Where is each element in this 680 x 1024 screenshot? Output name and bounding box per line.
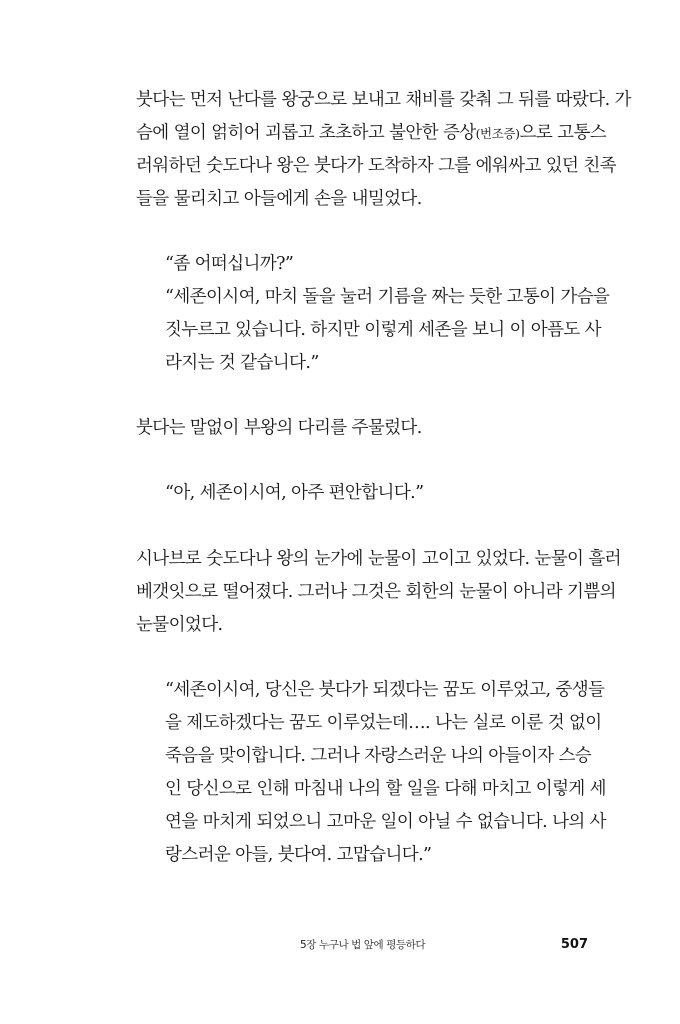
text-line: “아, 세존이시여, 아주 편안합니다.” xyxy=(165,483,424,503)
narrative-paragraph xyxy=(136,543,621,642)
dialogue-paragraph xyxy=(165,248,610,380)
narrative-paragraph xyxy=(136,412,592,445)
text-line: 랑스러운 아들, 붓다여. 고맙습니다.” xyxy=(165,845,432,865)
text-line: “좀 어떠십니까?” xyxy=(165,254,294,274)
text-line: 을 제도하겠다는 꿈도 이루었는데…. 나는 실로 이룬 것 없이 xyxy=(165,713,602,733)
text-line: 베갯잇으로 떨어졌다. 그러나 그것은 회한의 눈물이 아니라 기쁨의 xyxy=(136,582,616,602)
text-line xyxy=(136,117,607,150)
text-line: 붓다는 먼저 난다를 왕궁으로 보내고 채비를 갖춰 그 뒤를 따랐다. 가 xyxy=(136,90,631,110)
text-line: 눈물이었다. xyxy=(136,615,223,635)
dialogue-paragraph xyxy=(165,674,606,872)
page-number: 507 xyxy=(560,937,588,952)
text-line: “세존이시여, 당신은 붓다가 되겠다는 꿈도 이루었고, 중생들 xyxy=(165,680,605,700)
chapter-title: 5장 누구나 법 앞에 평등하다 xyxy=(300,939,426,951)
text-line: 들을 물리치고 아들에게 손을 내밀었다. xyxy=(136,189,422,209)
text-segment: 슴에 열이 얽히어 괴롭고 초초하고 불안한 증상 xyxy=(136,123,476,143)
text-line: 라지는 것 같습니다.” xyxy=(165,353,319,373)
text-line: “세존이시여, 마치 돌을 눌러 기름을 짜는 듯한 고통이 가슴을 xyxy=(165,287,610,307)
annotation-text: (번조증) xyxy=(475,126,520,141)
text-line: 짓누르고 있습니다. 하지만 이렇게 세존을 보니 이 아픔도 사 xyxy=(165,320,601,340)
text-line: 죽음을 맞이합니다. 그러나 자랑스러운 나의 아들이자 스승 xyxy=(165,746,592,766)
text-line: 연을 마치게 되었으니 고마운 일이 아닐 수 없습니다. 나의 사 xyxy=(165,812,606,832)
text-line: 인 당신으로 인해 마침내 나의 할 일을 다해 마치고 이렇게 세 xyxy=(165,779,606,799)
text-line: 러워하던 숫도다나 왕은 붓다가 도착하자 그를 에워싸고 있던 친족 xyxy=(136,156,616,176)
text-line: 붓다는 말없이 부왕의 다리를 주물렀다. xyxy=(136,418,422,438)
text-segment: 으로 고통스 xyxy=(519,123,607,143)
narrative-paragraph xyxy=(136,84,631,216)
text-line: 시나브로 숫도다나 왕의 눈가에 눈물이 고이고 있었다. 눈물이 흘러 xyxy=(136,549,621,569)
dialogue-paragraph xyxy=(165,477,561,510)
